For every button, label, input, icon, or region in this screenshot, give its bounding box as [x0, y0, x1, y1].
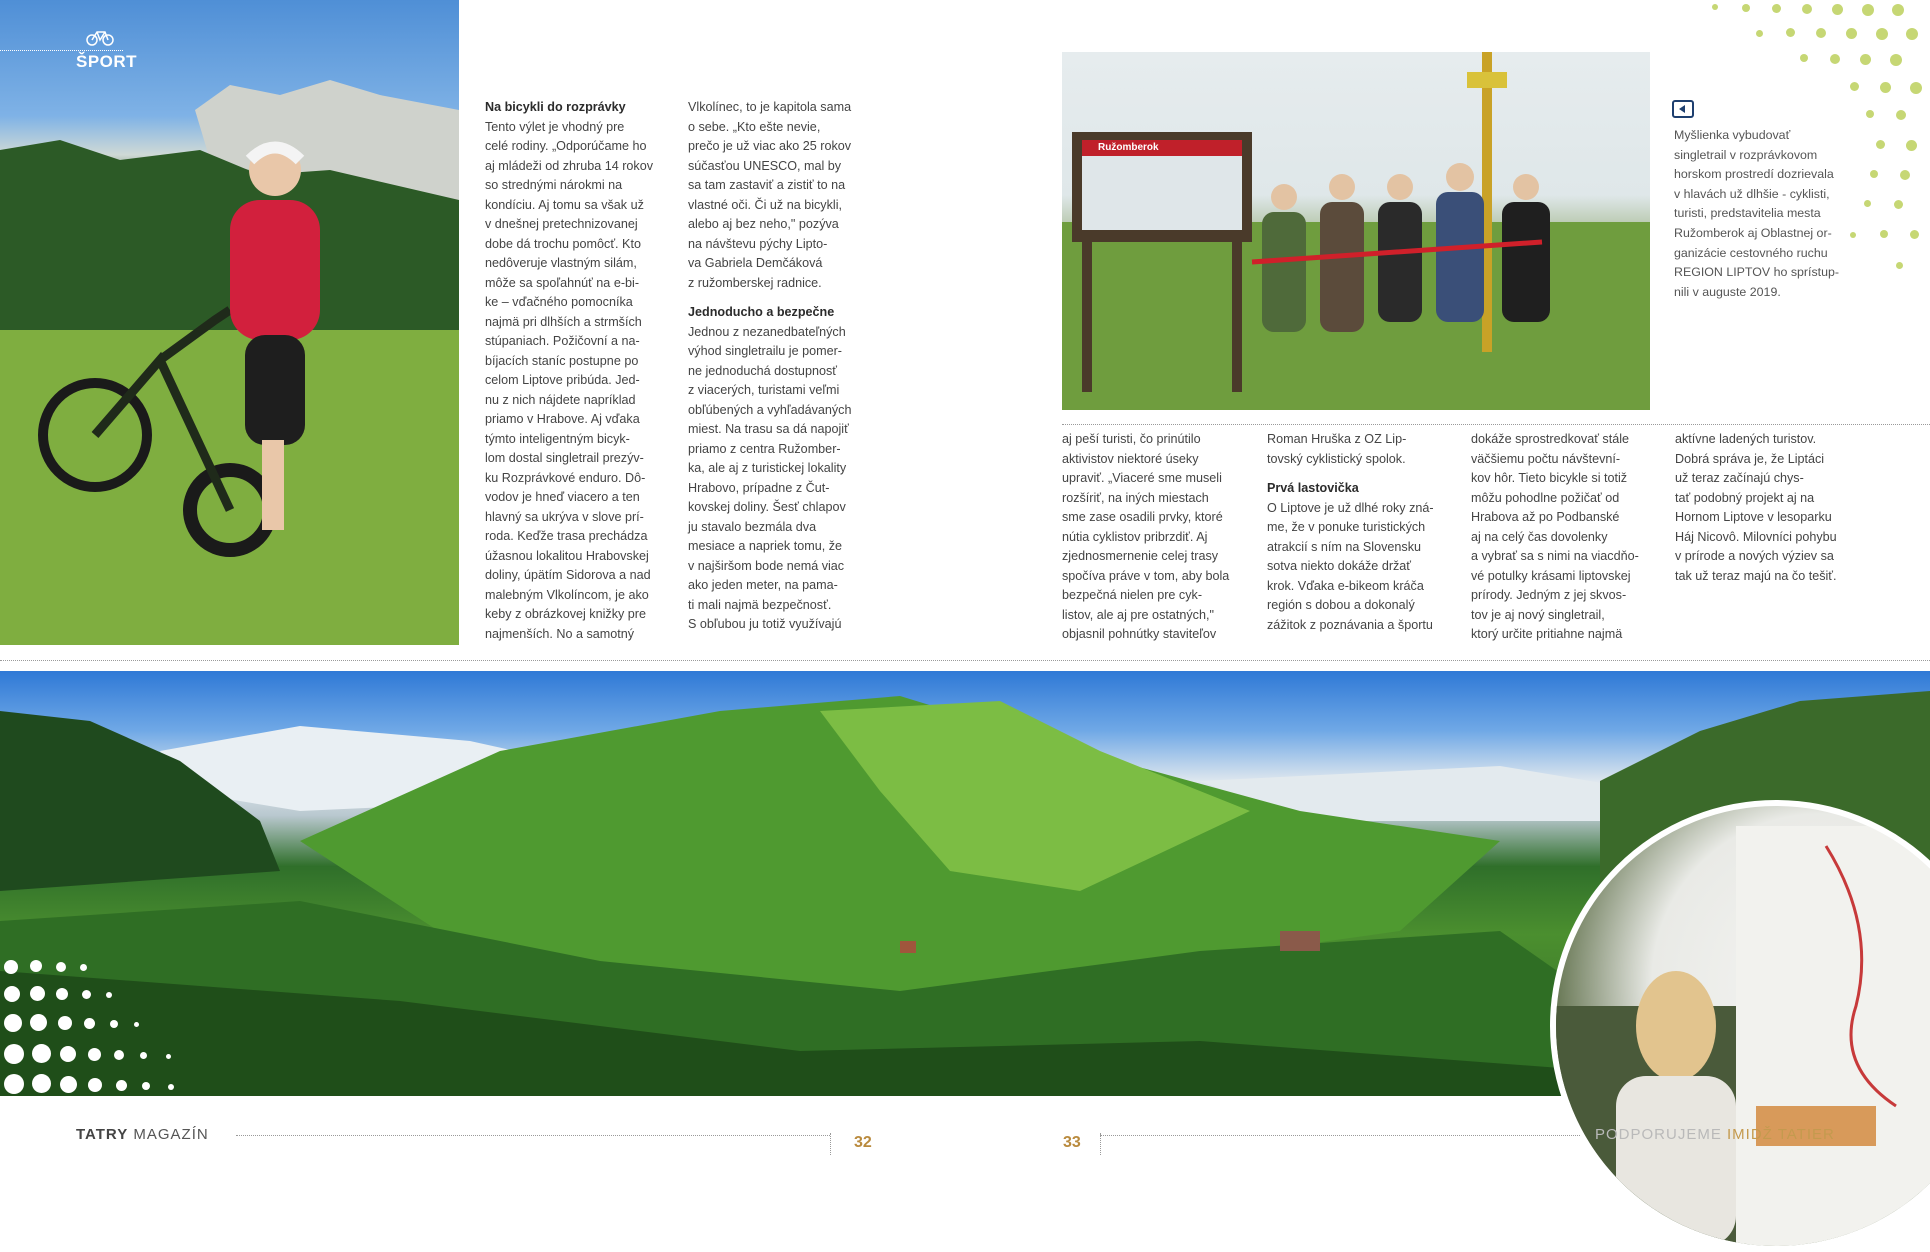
heading-na-bicykli: Na bicykli do rozprávky: [485, 100, 626, 114]
section-label: ŠPORT: [76, 52, 138, 71]
text-line: ne jednoduchá dostupnosť: [688, 363, 837, 378]
text-line: O Liptove je už dlhé roky zná-: [1267, 500, 1434, 515]
text-line: dobe dá trochu pomôcť. Kto: [485, 236, 641, 251]
col1-text: [485, 118, 675, 645]
tagline-light: PODPORUJEME: [1595, 1126, 1728, 1143]
text-line: ti mali najmä bezpečnosť.: [688, 597, 832, 612]
text-line: hlavný sa ukrýva v slove prí-: [485, 509, 644, 524]
text-line: so strednými nárokmi na: [485, 178, 623, 192]
caption-line: REGION LIPTOV ho sprístup-: [1674, 265, 1840, 280]
text-line: listov, ale aj pre ostatných,": [1062, 607, 1214, 622]
photo-caption: [1674, 126, 1864, 302]
text-line: atrakcií s ním na Slovensku: [1267, 539, 1421, 554]
page-number-right: 33: [1063, 1134, 1081, 1151]
text-line: mesiace a napriek tomu, že: [688, 539, 842, 553]
text-line: bezpečná nielen pre cyk-: [1062, 588, 1203, 602]
tagline-accent: IMIDŽ TATIER: [1727, 1126, 1835, 1143]
text-line: stúpaniach. Požičovní a na-: [485, 334, 640, 348]
text-line: sotva niekto dokáže držať: [1267, 559, 1412, 573]
text-line: upraviť. „Viaceré sme museli: [1062, 471, 1222, 485]
text-line: úžasnou lokalitou Hrabovskej: [485, 548, 649, 563]
text-line: Dobrá správa je, že Liptáci: [1675, 451, 1825, 466]
text-line: alebo aj bez neho," pozýva: [688, 217, 839, 231]
board-title: Ružomberok: [1098, 142, 1159, 153]
column-6: [1675, 430, 1865, 586]
caption-line: Ružomberok aj Oblastnej or-: [1674, 225, 1832, 240]
text-line: aktivistov niektoré úseky: [1062, 451, 1199, 466]
text-line: môže sa spoľahnúť na e-bi-: [485, 275, 640, 290]
text-line: lom dostal singletrail prezýv-: [485, 451, 644, 465]
text-line: Jednou z nezanedbateľných: [688, 324, 846, 339]
text-line: me, že v ponuke turistických: [1267, 520, 1426, 534]
text-line: Háj Nicovô. Milovníci pohybu: [1675, 529, 1837, 544]
text-line: súčasťou UNESCO, mal by: [688, 158, 842, 173]
ribbon-cutting-photo: [1062, 52, 1650, 410]
text-line: roda. Keďže trasa prechádza: [485, 529, 648, 543]
divider-dotted-lower: [0, 660, 1930, 661]
text-line: doliny, úpätím Sidorova a nad: [485, 568, 651, 582]
text-line: ktorý určite pritiahne najmä: [1471, 627, 1623, 641]
text-line: obľúbených a vyhľadávaných: [688, 402, 852, 417]
text-line: objasnil pohnútky staviteľov: [1062, 627, 1217, 641]
text-line: Tento výlet je vhodný pre: [485, 119, 625, 134]
text-line: vodov je hneď viacero a ten: [485, 490, 640, 504]
text-line: malebným Vlkolíncom, je ako: [485, 587, 649, 602]
column-4: [1267, 430, 1457, 635]
text-line: sa tam zastaviť a zistiť to na: [688, 178, 846, 192]
bicycle-icon: [86, 28, 114, 51]
text-line: krok. Vďaka e-bikeom kráča: [1267, 578, 1424, 593]
caption-line: v hlavách už dlhšie - cyklisti,: [1674, 186, 1830, 201]
heading-jednoducho: Jednoducho a bezpečne: [688, 305, 835, 319]
text-line: dokáže sprostredkovať stále: [1471, 432, 1630, 446]
column-1: [485, 98, 675, 644]
text-line: výhod singletrailu je pomer-: [688, 344, 842, 358]
text-line: rozšíriť, na iných miestach: [1062, 490, 1209, 505]
brand-magazin: MAGAZÍN: [128, 1126, 209, 1143]
text-line: kov hôr. Tieto bicykle si totiž: [1471, 471, 1628, 485]
text-line: na návštevu pýchy Lipto-: [688, 236, 828, 251]
footer-tick-right: [1100, 1133, 1101, 1155]
text-line: zážitok z poznávania a športu: [1267, 617, 1433, 632]
text-line: bíjacích staníc postupne po: [485, 353, 639, 368]
footer-brand: [76, 1126, 209, 1143]
heading-prva-lastovicka: Prvá lastovička: [1267, 481, 1359, 495]
footer-dots-left: [236, 1135, 830, 1136]
text-line: týmto inteligentným bicyk-: [485, 431, 630, 446]
text-line: vé potulky krásami liptovskej: [1471, 568, 1631, 583]
caption-line: ganizácie cestovného ruchu: [1674, 245, 1828, 260]
divider-dotted: [1062, 424, 1930, 425]
text-line: v dnešnej pretechnizovanej: [485, 217, 638, 231]
page-number-left: 32: [854, 1134, 872, 1151]
text-line: priamo z centra Ružomber-: [688, 441, 841, 456]
text-line: celé rodiny. „Odporúčame ho: [485, 139, 647, 153]
text-line: a vybrať sa s nimi na viacdňo-: [1471, 549, 1639, 563]
text-line: ako jeden meter, na pama-: [688, 578, 838, 592]
text-line: vlastné oči. Či už na bicykli,: [688, 197, 842, 212]
text-line: v prírode a nových výziev sa: [1675, 549, 1834, 563]
halftone-dots-white: [0, 950, 240, 1100]
text-line: Hornom Liptove v lesoparku: [1675, 510, 1832, 524]
caption-line: Myšlienka vybudovať: [1674, 128, 1791, 142]
text-line: kovskej doliny. Šesť chlapov: [688, 500, 846, 514]
text-line: sme zase osadili prvky, ktoré: [1062, 510, 1223, 524]
footer-tagline: [1595, 1126, 1835, 1143]
text-line: zjednosmernenie celej trasy: [1062, 549, 1219, 563]
text-line: prečo je už viac ako 25 rokov: [688, 139, 852, 153]
text-line: aj na celý čas dovolenky: [1471, 529, 1608, 544]
brand-tatry: TATRY: [76, 1126, 129, 1143]
text-line: v najširšom bode nemá viac: [688, 558, 845, 573]
text-line: kondíciu. Aj tomu sa však už: [485, 197, 644, 212]
text-line: ku Rozprávkové enduro. Dô-: [485, 470, 646, 485]
text-line: o sebe. „Kto ešte nevie,: [688, 119, 821, 134]
text-line: najmenších. No a samotný: [485, 626, 635, 641]
text-line: väčšiemu počtu návštevní-: [1471, 451, 1621, 466]
text-line: z viacerých, turistami veľmi: [688, 383, 840, 397]
text-line: keby z obrázkovej knižky pre: [485, 607, 646, 621]
text-line: tak už teraz majú na čo tešiť.: [1675, 568, 1837, 583]
text-line: spočíva práve v tom, aby bola: [1062, 568, 1230, 583]
text-line: nu z nich nájdete napríklad: [485, 392, 636, 407]
text-line: aj mládeži od zhruba 14 rokov: [485, 158, 654, 173]
left-arrow-box-icon: [1672, 100, 1694, 118]
column-5: [1471, 430, 1661, 645]
text-line: nedôveruje vlastným silám,: [485, 256, 637, 270]
text-line: z ružomberskej radnice.: [688, 275, 822, 290]
text-line: prírody. Jedným z jej skvos-: [1471, 588, 1627, 602]
text-line: najmä pri dlhších a strmších: [485, 314, 642, 329]
text-line: nútia cyklistov pribrzdiť. Aj: [1062, 529, 1208, 544]
text-line: Vlkolínec, to je kapitola sama: [688, 100, 852, 114]
text-line: aj peší turisti, čo prinútilo: [1062, 432, 1201, 446]
text-line: môžu pohodlne požičať od: [1471, 490, 1620, 505]
text-line: S obľubou ju totiž využívajú: [688, 617, 842, 631]
caption-line: turisti, predstavitelia mesta: [1674, 206, 1821, 221]
text-line: tov je aj nový singletrail,: [1471, 607, 1605, 622]
column-2: [688, 98, 878, 635]
column-3: [1062, 430, 1252, 645]
caption-line: singletrail v rozprávkovom: [1674, 147, 1818, 162]
text-line: Hrabova až po Podbanské: [1471, 510, 1620, 524]
text-line: región s dobou a dokonalý: [1267, 598, 1415, 612]
text-line: priamo v Hrabove. Aj vďaka: [485, 412, 640, 426]
text-line: tovský cyklistický spolok.: [1267, 451, 1406, 466]
footer-dots-right: [1100, 1135, 1580, 1136]
text-line: tať podobný projekt aj na: [1675, 490, 1815, 505]
text-line: celom Liptove pribúda. Jed-: [485, 373, 640, 387]
text-line: miest. Na trasu sa dá napojiť: [688, 422, 849, 436]
text-line: ju stavalo bezmála dva: [688, 519, 817, 534]
text-line: už teraz začínajú chys-: [1675, 471, 1804, 485]
text-line: ke – vďačného pomocníka: [485, 295, 633, 309]
text-line: aktívne ladených turistov.: [1675, 432, 1817, 446]
text-line: ka, ale aj z turistickej lokality: [688, 461, 847, 475]
text-line: Roman Hruška z OZ Lip-: [1267, 432, 1407, 446]
caption-line: horskom prostredí dozrievala: [1674, 167, 1834, 182]
cyclist-photo: [0, 0, 459, 645]
text-line: Hrabovo, prípadne z Čut-: [688, 480, 830, 495]
text-line: va Gabriela Demčáková: [688, 256, 823, 270]
caption-line: nili v auguste 2019.: [1674, 284, 1781, 299]
footer-tick-left: [830, 1133, 831, 1155]
